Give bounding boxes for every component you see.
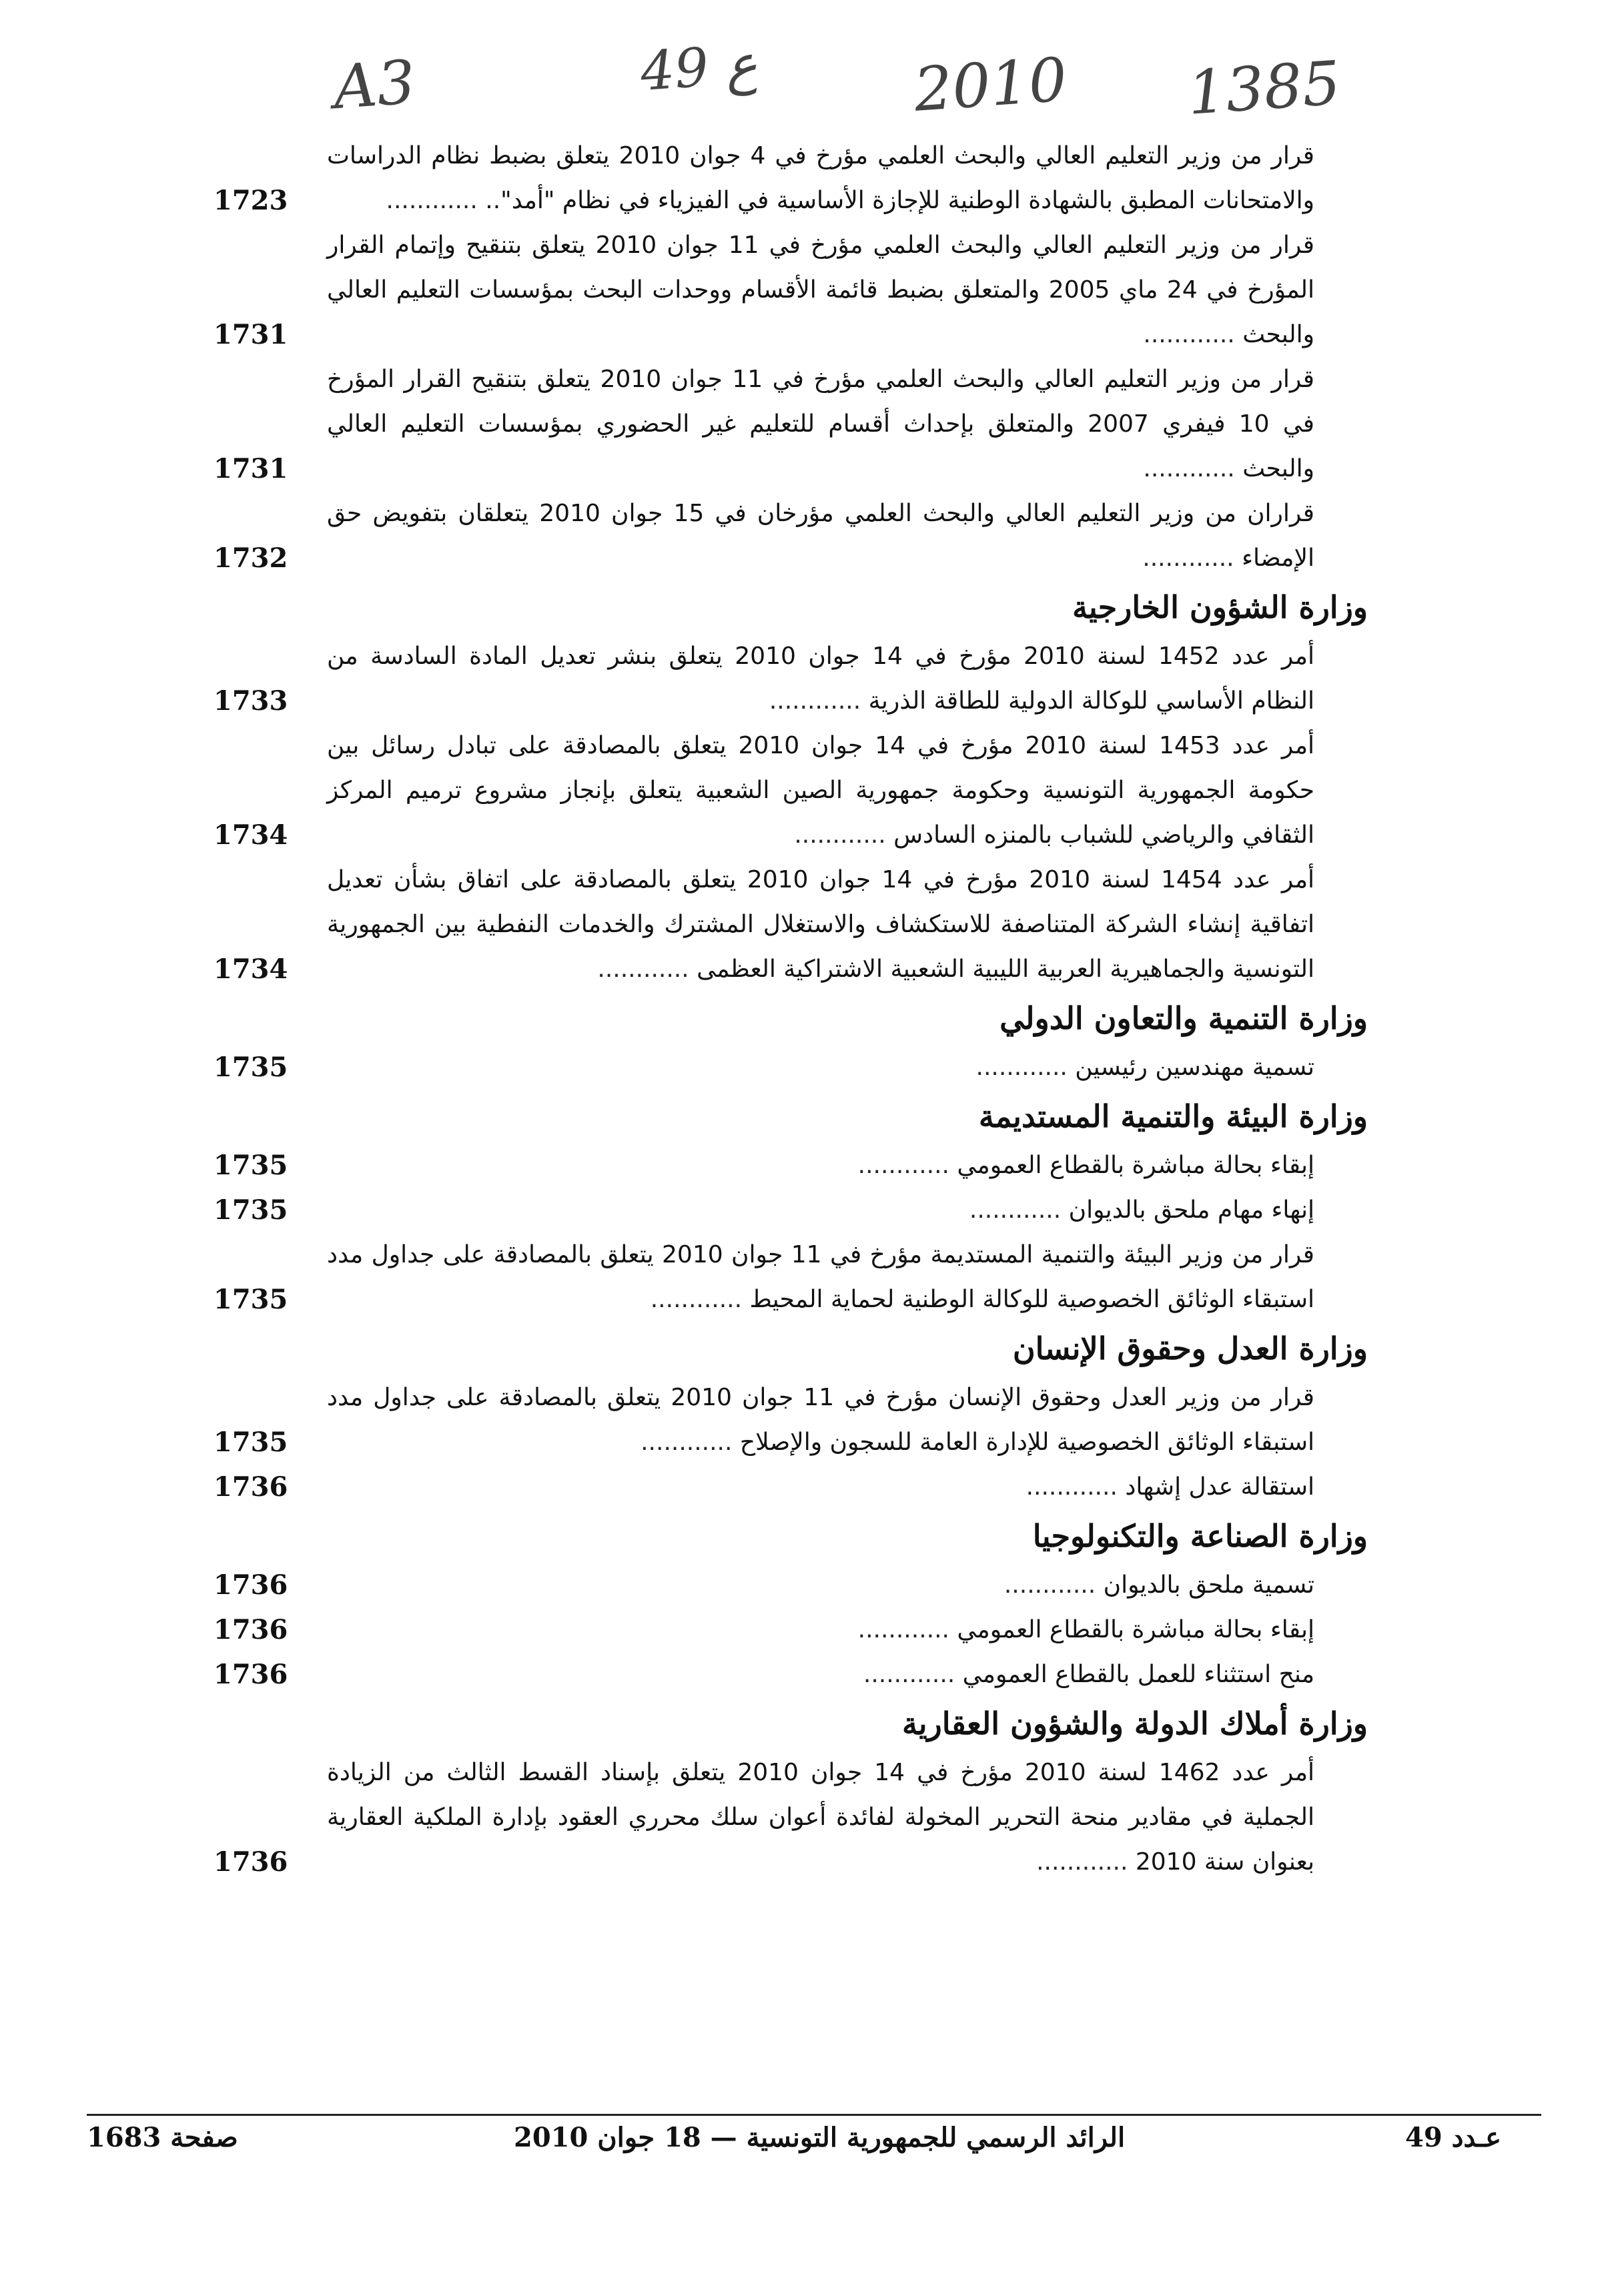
toc-entry-title: أمر عدد 1462 لسنة 2010 مؤرخ في 14 جوان 2010 يتعلق بإسناد القسط الثالث من الزيادة الجملية في مقادير منحة التحرير المخولة لفائدة أعوان سلك محرري العقود بإدارة الملكية العقارية بعنوان سنة 2010 ..... [327, 1750, 1354, 1884]
page-footer [87, 2122, 1541, 2175]
toc-entry-page: 1734 [214, 953, 288, 985]
toc-entry[interactable] [214, 1375, 1354, 1465]
toc-entry-page: 1735 [214, 1150, 288, 1181]
toc-entry[interactable] [214, 1188, 1354, 1232]
toc-entry-title: تسمية ملحق بالديوان ..... [327, 1563, 1354, 1607]
toc-entry-title: قرار من وزير التعليم العالي والبحث العلمي مؤرخ في 4 جوان 2010 يتعلق بضبط نظام الدراسات والامتحانات المطبق بالشهادة الوطنية للإجازة الأساسية في الفيزياء في نظام "أمد".. ..... [327, 133, 1354, 223]
issue-number: عـدد 49 [1405, 2122, 1501, 2153]
toc-entry-page: 1736 [214, 1614, 288, 1645]
ministry-heading: وزارة الشؤون الخارجية [1072, 589, 1368, 625]
toc-entry-title: إبقاء بحالة مباشرة بالقطاع العمومي ..... [327, 1143, 1354, 1188]
gazette-title: الرائد الرسمي للجمهورية التونسية — 18 جوان 2010 [514, 2122, 1126, 2153]
toc-entry-title: استقالة عدل إشهاد ..... [327, 1465, 1354, 1509]
toc-entry-page: 1735 [214, 1284, 288, 1315]
toc-entry[interactable] [214, 1607, 1354, 1652]
table-of-contents [214, 133, 1368, 1884]
toc-entry-title: إنهاء مهام ملحق بالديوان ..... [327, 1188, 1354, 1232]
toc-entry-title: أمر عدد 1453 لسنة 2010 مؤرخ في 14 جوان 2010 يتعلق بالمصادقة على تبادل رسائل بين حكومة الجمهورية التونسية وحكومة جمهورية الصين الشعبية يتعلق بإنجاز مشروع ترميم المركز الثقافي والرياضي للشباب بالمنزه السادس ..... [327, 723, 1354, 857]
toc-entry[interactable] [214, 1045, 1354, 1090]
toc-entry[interactable] [214, 634, 1354, 723]
toc-entry-page: 1723 [214, 185, 288, 216]
toc-entry-title: قرار من وزير البيئة والتنمية المستديمة مؤرخ في 11 جوان 2010 يتعلق بالمصادقة على جداول مدد استبقاء الوثائق الخصوصية للوكالة الوطنية لحماية المحيط ..... [327, 1232, 1354, 1322]
toc-entry[interactable] [214, 723, 1354, 857]
toc-entry-title: منح استثناء للعمل بالقطاع العمومي ..... [327, 1652, 1354, 1697]
toc-entry-page: 1735 [214, 1427, 288, 1458]
handwritten-note: 2010 [911, 45, 1070, 125]
toc-entry-page: 1736 [214, 1659, 288, 1690]
handwritten-note: A3 [331, 47, 418, 123]
toc-entry-title: أمر عدد 1452 لسنة 2010 مؤرخ في 14 جوان 2010 يتعلق بنشر تعديل المادة السادسة من النظام الأساسي للوكالة الدولية للطاقة الذرية ..... [327, 634, 1354, 723]
toc-entry-title: إبقاء بحالة مباشرة بالقطاع العمومي ..... [327, 1607, 1354, 1652]
toc-entry-title: قرار من وزير التعليم العالي والبحث العلمي مؤرخ في 11 جوان 2010 يتعلق بتنقيح وإتمام القرار المؤرخ في 24 ماي 2005 والمتعلق بضبط قائمة الأقسام ووحدات البحث بمؤسسات التعليم العالي والبحث ..... [327, 223, 1354, 357]
toc-entry[interactable] [214, 133, 1354, 223]
handwritten-note: 1385 [1185, 48, 1343, 129]
toc-entry[interactable] [214, 1143, 1354, 1188]
toc-entry-title: أمر عدد 1454 لسنة 2010 مؤرخ في 14 جوان 2010 يتعلق بالمصادقة على اتفاق بشأن تعديل اتفاقية إنشاء الشركة المتناصفة للاستكشاف والاستغلال المشترك والخدمات النفطية بين الجمهورية التونسية والجماهيرية العربية الليبية الشعبية الاشتراكية العظمى ..... [327, 857, 1354, 992]
toc-entry-page: 1734 [214, 819, 288, 851]
ministry-heading: وزارة الصناعة والتكنولوجيا [1032, 1518, 1368, 1554]
toc-entry-page: 1736 [214, 1569, 288, 1601]
ministry-heading: وزارة أملاك الدولة والشؤون العقارية [902, 1705, 1368, 1742]
toc-entry-title: قرار من وزير العدل وحقوق الإنسان مؤرخ في 11 جوان 2010 يتعلق بالمصادقة على جداول مدد استبقاء الوثائق الخصوصية للإدارة العامة للسجون والإصلاح ..... [327, 1375, 1354, 1465]
toc-entry[interactable] [214, 1232, 1354, 1322]
ministry-heading: وزارة البيئة والتنمية المستديمة [978, 1098, 1368, 1134]
toc-entry[interactable] [214, 1465, 1354, 1509]
toc-entry-title: تسمية مهندسين رئيسين ..... [327, 1045, 1354, 1090]
toc-entry-page: 1735 [214, 1194, 288, 1226]
toc-entry-page: 1736 [214, 1846, 288, 1878]
toc-entry[interactable] [214, 223, 1354, 357]
toc-entry[interactable] [214, 1563, 1354, 1607]
toc-entry[interactable] [214, 491, 1354, 581]
toc-entry-page: 1733 [214, 685, 288, 717]
toc-entry-page: 1736 [214, 1471, 288, 1503]
toc-entry[interactable] [214, 1750, 1354, 1884]
toc-entry-title: قراران من وزير التعليم العالي والبحث العلمي مؤرخان في 15 جوان 2010 يتعلقان بتفويض حق الإمضاء ..... [327, 491, 1354, 581]
ministry-heading: وزارة التنمية والتعاون الدولي [999, 1000, 1368, 1036]
toc-entry[interactable] [214, 1652, 1354, 1697]
handwritten-note: 49 ع [638, 33, 759, 103]
toc-entry-page: 1731 [214, 319, 288, 350]
toc-entry[interactable] [214, 357, 1354, 491]
toc-entry-title: قرار من وزير التعليم العالي والبحث العلمي مؤرخ في 11 جوان 2010 يتعلق بتنقيح القرار المؤرخ في 10 فيفري 2007 والمتعلق بإحداث أقسام للتعليم غير الحضوري بمؤسسات التعليم العالي والبحث ..... [327, 357, 1354, 491]
footer-divider [87, 2114, 1541, 2116]
toc-entry-page: 1731 [214, 453, 288, 484]
toc-entry[interactable] [214, 857, 1354, 992]
page-number: صفحة 1683 [87, 2122, 238, 2153]
toc-entry-page: 1735 [214, 1052, 288, 1083]
toc-entry-page: 1732 [214, 542, 288, 574]
ministry-heading: وزارة العدل وحقوق الإنسان [1012, 1330, 1368, 1367]
